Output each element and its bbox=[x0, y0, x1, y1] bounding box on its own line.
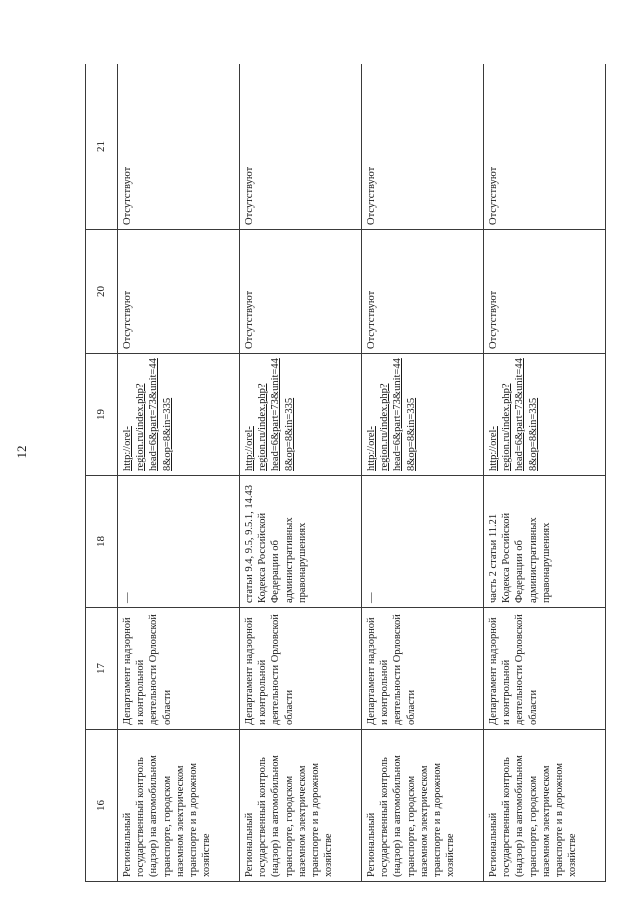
cell-control-type: Региональный государственный контроль (надзор) на автомобильном транспорте, городском наземном электрическом транспорте и в дорожном хозяйстве bbox=[362, 730, 484, 882]
cell-col-20: Отсутствуют bbox=[362, 230, 484, 354]
column-header-21: 21 bbox=[86, 64, 118, 230]
cell-authority: Департамент надзорной и контрольной деятельности Орловской области bbox=[362, 608, 484, 730]
cell-link[interactable]: http://orel-region.ru/index.php?head=6&part=73&unit=448&op=8&in=335 bbox=[118, 354, 240, 476]
cell-link[interactable]: http://orel-region.ru/index.php?head=6&part=73&unit=448&op=8&in=335 bbox=[362, 354, 484, 476]
table-landscape-wrapper bbox=[85, 64, 606, 882]
cell-control-type: Региональный государственный контроль (надзор) на автомобильном транспорте, городском наземном электрическом транспорте и в дорожном хозяйстве bbox=[118, 730, 240, 882]
table-row bbox=[362, 64, 484, 882]
cell-legal-basis: — bbox=[362, 476, 484, 608]
cell-col-21: Отсутствуют bbox=[240, 64, 362, 230]
cell-legal-basis: — bbox=[118, 476, 240, 608]
column-header-16: 16 bbox=[86, 730, 118, 882]
page-number: 12 bbox=[14, 445, 29, 459]
column-header-18: 18 bbox=[86, 476, 118, 608]
cell-col-21: Отсутствуют bbox=[118, 64, 240, 230]
table-row bbox=[240, 64, 362, 882]
cell-authority: Департамент надзорной и контрольной деятельности Орловской области bbox=[118, 608, 240, 730]
cell-authority: Департамент надзорной и контрольной деятельности Орловской области bbox=[484, 608, 606, 730]
cell-col-20: Отсутствуют bbox=[118, 230, 240, 354]
cell-col-21: Отсутствуют bbox=[484, 64, 606, 230]
cell-legal-basis: статьи 9.4, 9.5, 9.5.1, 14.43 Кодекса Российской Федерации об административных правонарушениях bbox=[240, 476, 362, 608]
table-row bbox=[118, 64, 240, 882]
cell-col-21: Отсутствуют bbox=[362, 64, 484, 230]
column-header-19: 19 bbox=[86, 354, 118, 476]
cell-control-type: Региональный государственный контроль (надзор) на автомобильном транспорте, городском наземном электрическом транспорте и в дорожном хозяйстве bbox=[240, 730, 362, 882]
cell-link[interactable]: http://orel-region.ru/index.php?head=6&part=73&unit=448&op=8&in=335 bbox=[484, 354, 606, 476]
column-header-17: 17 bbox=[86, 608, 118, 730]
column-header-20: 20 bbox=[86, 230, 118, 354]
header-row bbox=[86, 64, 118, 882]
cell-col-20: Отсутствуют bbox=[484, 230, 606, 354]
cell-authority: Департамент надзорной и контрольной деятельности Орловской области bbox=[240, 608, 362, 730]
cell-col-20: Отсутствуют bbox=[240, 230, 362, 354]
data-table bbox=[85, 64, 606, 882]
table-row bbox=[484, 64, 606, 882]
cell-legal-basis: часть 2 статьи 11.21 Кодекса Российской Федерации об административных правонарушениях bbox=[484, 476, 606, 608]
cell-link[interactable]: http://orel-region.ru/index.php?head=6&part=73&unit=448&op=8&in=335 bbox=[240, 354, 362, 476]
table-frame bbox=[85, 64, 606, 882]
cell-control-type: Региональный государственный контроль (надзор) на автомобильном транспорте, городском наземном электрическом транспорте и в дорожном хозяйстве bbox=[484, 730, 606, 882]
